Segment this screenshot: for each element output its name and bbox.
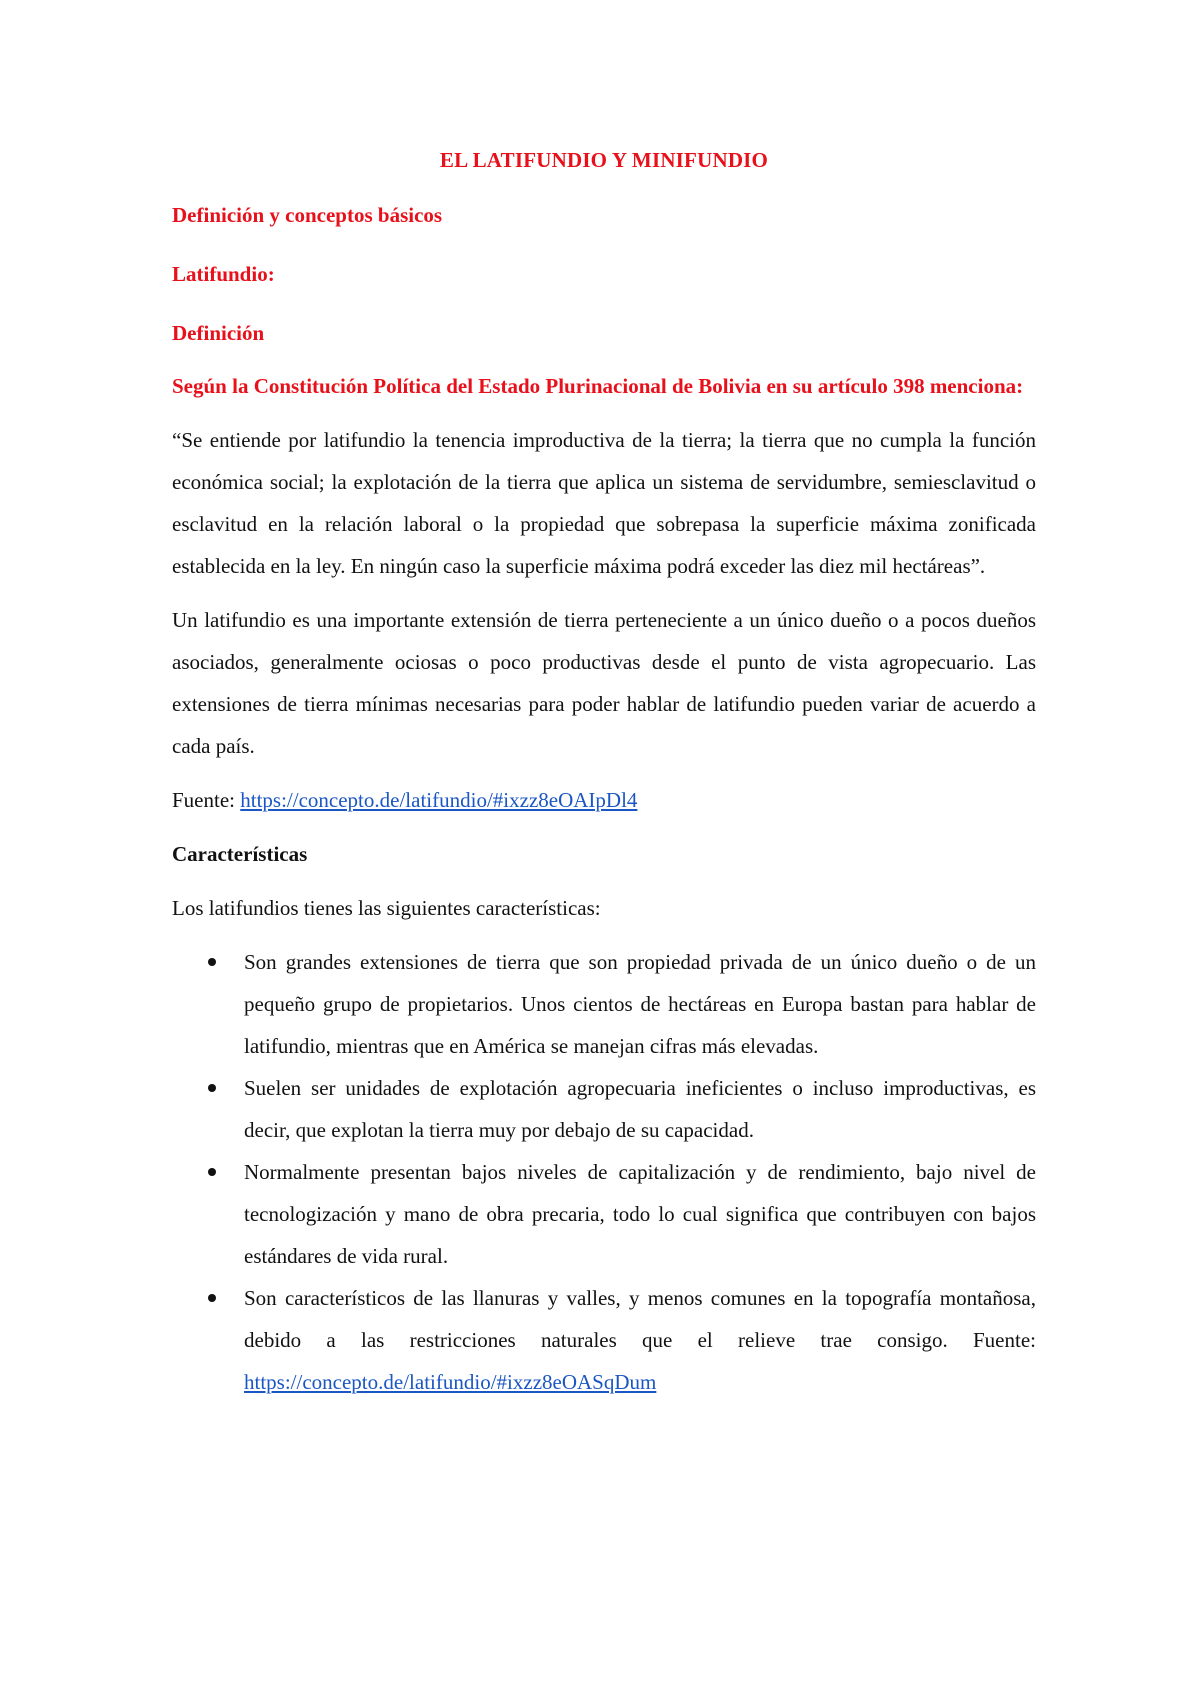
source-link-1[interactable]: https://concepto.de/latifundio/#ixzz8eOAIpDl4: [240, 788, 638, 812]
source-label: Fuente:: [973, 1328, 1036, 1352]
subheading-definicion: Definición: [172, 321, 265, 345]
subheading-latifundio: Latifundio:: [172, 262, 275, 286]
characteristics-intro: Los latifundios tienes las siguientes características:: [172, 896, 601, 920]
list-item: [172, 941, 1036, 1067]
list-item-text: Normalmente presentan bajos niveles de capitalización y de rendimiento, bajo nivel de tecnologización y mano de obra precaria, todo lo cual significa que contribuyen con bajos estándares de vida rural.: [244, 1160, 1036, 1268]
bullet-icon: [208, 958, 216, 966]
list-item: [172, 1067, 1036, 1151]
source-line-1: [172, 779, 1036, 821]
list-item-text: Son grandes extensiones de tierra que son propiedad privada de un único dueño o de un pequeño grupo de propietarios. Unos cientos de hectáreas en Europa bastan para hablar de latifundio, mientras que en América se manejan cifras más elevadas.: [244, 950, 1036, 1058]
characteristics-heading: Características: [172, 842, 308, 866]
list-item: [172, 1277, 1036, 1403]
bullet-icon: [208, 1168, 216, 1176]
bullet-icon: [208, 1294, 216, 1302]
constitution-intro: Según la Constitución Política del Estado Plurinacional de Bolivia en su artículo 398 menciona:: [172, 374, 1024, 398]
definition-paragraph: Un latifundio es una importante extensión de tierra perteneciente a un único dueño o a pocos dueños asociados, generalmente ociosas o poco productivas desde el punto de vista agropecuario. Las extensiones de tierra mínimas necesarias para poder hablar de latifundio pueden variar de acuerdo a cada país.: [172, 608, 1036, 758]
list-item-text: Suelen ser unidades de explotación agropecuaria ineficientes o incluso improductivas, es decir, que explotan la tierra muy por debajo de su capacidad.: [244, 1076, 1036, 1142]
list-item: [172, 1151, 1036, 1277]
section-heading: Definición y conceptos básicos: [172, 203, 443, 227]
source-link-2[interactable]: https://concepto.de/latifundio/#ixzz8eOASqDum: [244, 1370, 657, 1394]
characteristics-list: [172, 941, 1036, 1403]
bullet-icon: [208, 1084, 216, 1092]
source-label: Fuente:: [172, 788, 241, 812]
constitution-quote: “Se entiende por latifundio la tenencia improductiva de la tierra; la tierra que no cumpla la función económica social; la explotación de la tierra que aplica un sistema de servidumbre, semiesclavitud o esclavitud en la relación laboral o la propiedad que sobrepasa la superficie máxima zonificada establecida en la ley. En ningún caso la superficie máxima podrá exceder las diez mil hectáreas”.: [172, 428, 1036, 578]
list-item-text: Son característicos de las llanuras y valles, y menos comunes en la topografía montañosa, debido a las restricciones naturales que el relieve trae consigo.: [244, 1286, 1036, 1352]
document-title: EL LATIFUNDIO Y MINIFUNDIO: [439, 148, 769, 172]
